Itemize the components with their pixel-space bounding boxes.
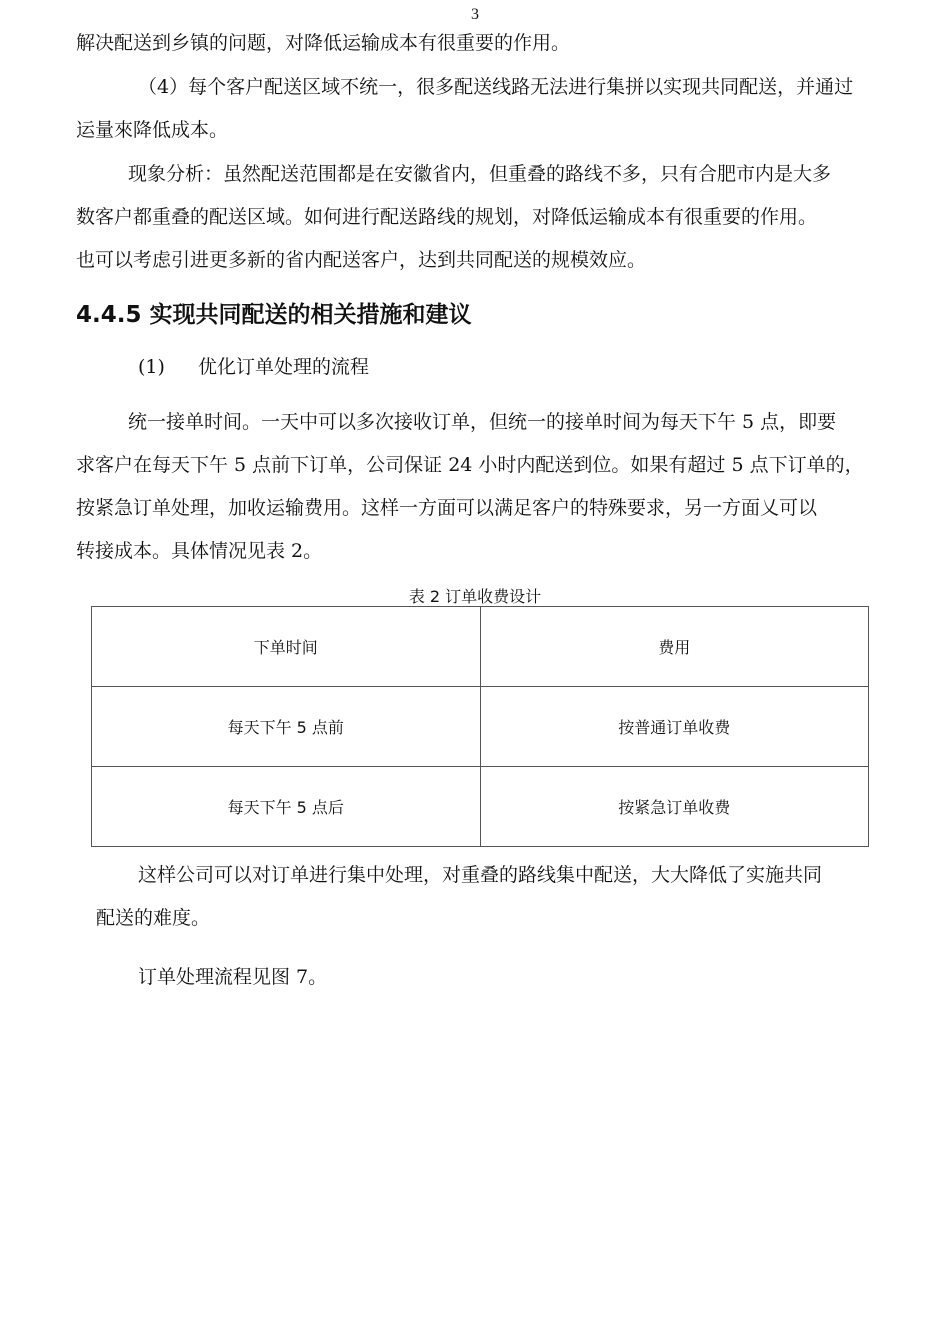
paragraph-line: 数客户都重叠的配送区域。如何进行配送路线的规划，对降低运输成本有很重要的作用。	[76, 206, 818, 228]
paragraph-line: 解决配送到乡镇的问题，对降低运输成本有很重要的作用。	[76, 32, 571, 54]
paragraph-township-delivery	[76, 22, 888, 65]
sub-heading-text: 优化订单处理的流程	[198, 356, 370, 378]
table-header-row	[92, 607, 869, 687]
table-caption: 表 2 订单收费设计	[408, 587, 542, 606]
paragraph-centralized-processing	[96, 854, 888, 940]
table-header-cell: 费用	[480, 607, 869, 687]
section-heading: 4.4.5 实现共同配送的相关措施和建议	[76, 302, 472, 328]
paragraph-line: 配送的难度。	[96, 907, 211, 929]
paragraph-line: 也可以考虑引进更多新的省内配送客户，达到共同配送的规模效应。	[76, 249, 647, 271]
sub-heading-number: (1)	[138, 356, 165, 378]
table-header-cell: 下单时间	[92, 607, 481, 687]
paragraph-order-time	[76, 401, 888, 573]
table-cell: 按普通订单收费	[480, 687, 869, 767]
paragraph-line: （4）每个客户配送区域不统一，很多配送线路无法进行集拼以实现共同配送，并通过	[138, 76, 854, 98]
paragraph-line: 统一接单时间。一天中可以多次接收订单，但统一的接单时间为每天下午 5 点，即要	[128, 411, 837, 433]
table-cell: 每天下午 5 点后	[92, 767, 481, 847]
paragraph-point-4	[76, 66, 888, 152]
paragraph-line: 转接成本。具体情况见表 2。	[76, 540, 323, 562]
sub-heading	[138, 346, 369, 389]
paragraph-line: 订单处理流程见图 7。	[138, 966, 328, 988]
page-number: 3	[471, 6, 479, 23]
table-cell: 按紧急订单收费	[480, 767, 869, 847]
paragraph-line: 运量來降低成本。	[76, 119, 229, 141]
paragraph-line: 现象分析：虽然配送范围都是在安徽省内，但重叠的路线不多，只有合肥市内是大多	[128, 163, 832, 185]
table-cell: 每天下午 5 点前	[92, 687, 481, 767]
paragraph-line: 按紧急订单处理，加收运输费用。这样一方面可以满足客户的特殊要求，另一方面乂可以	[76, 497, 818, 519]
table-row	[92, 767, 869, 847]
paragraph-phenomenon-analysis	[76, 153, 888, 282]
order-fee-table	[91, 606, 869, 847]
paragraph-flow-reference	[138, 956, 888, 999]
paragraph-line: 这样公司可以对订单进行集中处理，对重叠的路线集中配送，大大降低了实施共同	[138, 864, 823, 886]
table-row	[92, 687, 869, 767]
paragraph-line: 求客户在每天下午 5 点前下订单，公司保证 24 小时内配送到位。如果有超过 5 点下订单的，	[76, 454, 864, 476]
